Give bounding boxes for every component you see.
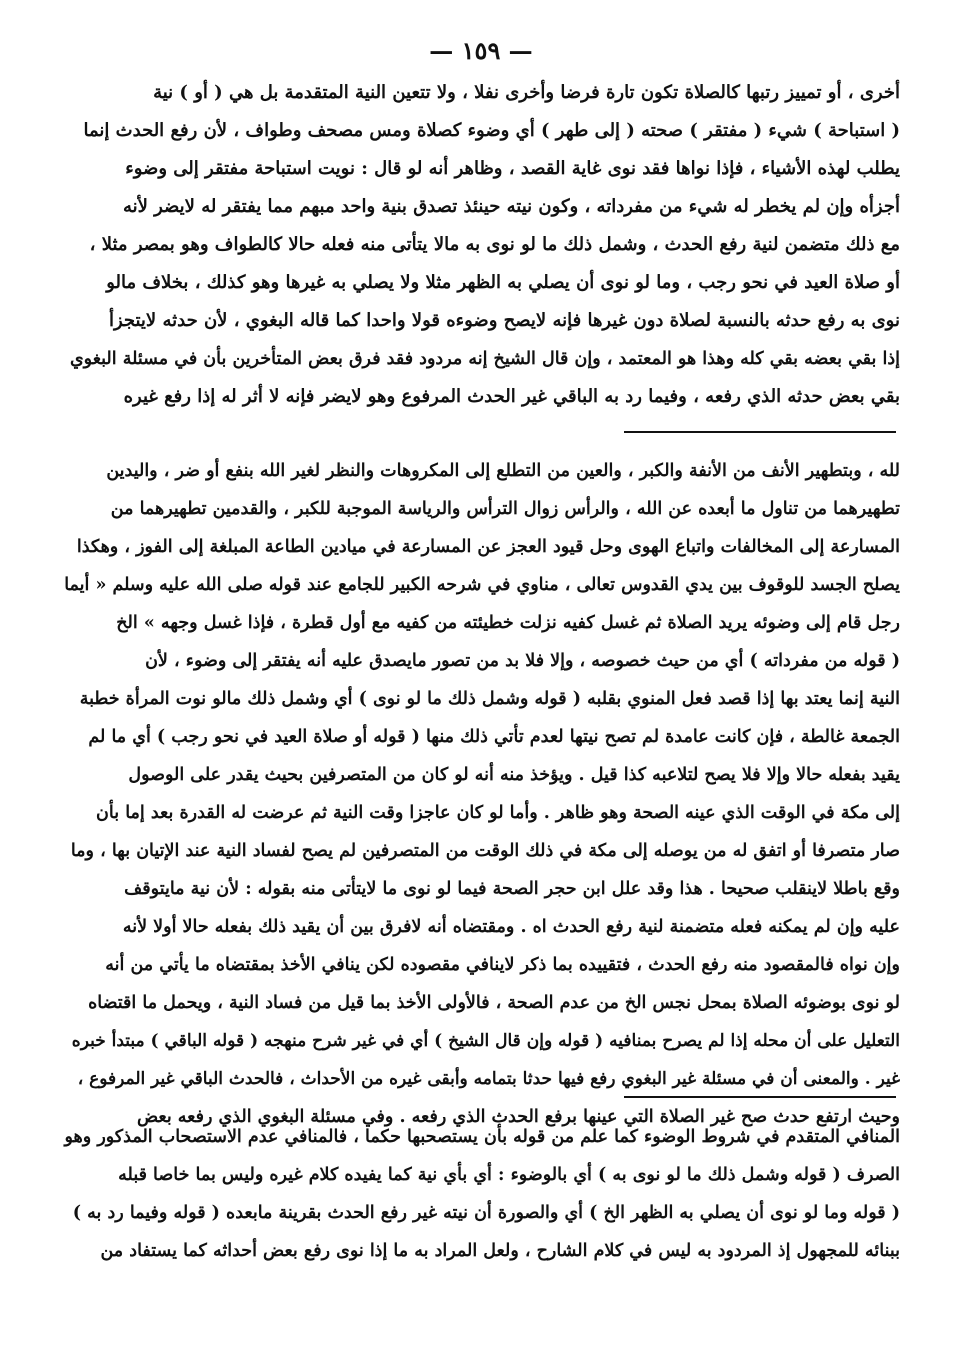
commentary-line: غير . والمعنى أن في مسئلة غير البغوي رفع فيها حدثا بتمامه وأبقى غيره من الأحداث ، فالحدث الباقي غير المرفوع ، [77, 1069, 900, 1089]
commentary-line: لو نوى بوضوئه الصلاة بمحل نجس الخ من عدم الصحة ، فالأولى الأخذ بما قيل من فساد النية ، ويحمل ما اقتضاه [88, 993, 900, 1013]
commentary-line: وقع باطلا لاينقلب صحيحا . هذا وقد علل ابن حجر الصحة فيما لو نوى ما لايتأتى منه بقوله : لأن نية مايتوقف [124, 879, 900, 899]
main-text-block [62, 74, 900, 416]
commentary-line: إلى مكة في الوقت الذي عينه الصحة وهو ظاهر . وأما لو كان عاجزا وقت النية ثم عرضت له القدرة بعد إما بأن [96, 803, 900, 823]
commentary-line: المنافي المتقدم في شروط الوضوء كما علم من قوله بأن يستصحبها حكما ، فالمنافي عدم الاستصحاب المذكور وهو [64, 1127, 900, 1147]
commentary-line: عليه وإن لم يمكنه فعله متضمنة لنية رفع الحدث اه . ومقتضاه أنه لافرق بين أن يقيد ذلك بفعله حالا أولا لأنه [122, 917, 900, 937]
commentary-line: صار متصرفا أو اتفق له من يوصله إلى مكة في ذلك الوقت من المتصرفين لم يصح لفساد النية عند الإتيان بها ، وما [70, 841, 900, 861]
footnote-divider [624, 1096, 896, 1098]
commentary-line: وإن نواه فالمقصود منه رفع الحدث ، فتقييده بما ذكر لاينافي مقصوده لكن ينافي الأخذ بمقتضاه ما يأتي من أنه [105, 955, 900, 975]
commentary-line: النية إنما يعتد بها إذا قصد فعل المنوي بقلبه ( قوله وشمل ذلك ما لو نوى ) أي وشمل ذلك مالو نوت المرأة خطبة [79, 689, 900, 709]
page-number: — ١٥٩ — [429, 36, 533, 65]
commentary-line: ( قوله من مفرداته ) أي من حيث خصوصه ، وإلا فلا بد من تصور مايصدق عليه أنه يفتقر إلى وضوء ، لأن [145, 651, 900, 671]
main-text-line: ( استباحة ) شيء ( مفتقر ) صحته ( إلى طهر ) أي وضوء كصلاة ومس مصحف وطواف ، لأن رفع الحدث إنما [83, 120, 900, 141]
commentary-line: يقيد بفعله حالا وإلا فلا يصح لتلاعبه كذا قيل . ويؤخذ منه أنه لو كان من المتصرفين بحيث يقدر على الوصول [128, 765, 900, 785]
main-text-line: أو صلاة العيد في نحو رجب ، وما لو نوى أن يصلي به الظهر مثلا ولا يصلي به غيرها وهو كذلك ، بخلاف مالو [106, 272, 900, 293]
commentary-line: المسارعة إلى المخالفات واتباع الهوى وحل قيود العجز عن المسارعة في ميادين الطاعة المبلغة إلى الفوز ، وهكذا [76, 537, 900, 557]
main-text-line: مع ذلك متضمن لنية رفع الحدث ، وشمل ذلك ما لو نوى به مالا يتأتى منه فعله حالا كالطواف وهو بمصر مثلا ، [89, 234, 900, 255]
commentary-line: ( قوله وما لو نوى أن يصلي به الظهر الخ ) أي والصورة أن نيته غير رفع الحدث بقرينة مابعده ( قوله وفيما رد به ) [72, 1203, 900, 1223]
main-text-line: يطلب لهذه الأشياء ، فإذا نواها فقد نوى غاية القصد ، وظاهر أنه لو قال : نويت استباحة مفتقر إلى وضوء [125, 158, 900, 179]
commentary-line: يصلح الجسد للوقوف بين يدي القدوس تعالى ، مناوي في شرحه الكبير للجامع عند قوله صلى الله عليه وسلم « أيما [64, 575, 900, 595]
commentary-line: رجل قام إلى وضوئه يريد الصلاة ثم غسل كفيه نزلت خطيئته من كفيه مع أول قطرة ، فإذا غسل وجهه » الخ [116, 613, 900, 633]
commentary-line: تطهيرهما من تناول ما أبعده عن الله ، والرأس زوال الترأس والرياسة الموجبة للكبر ، والقدمين تطهيرهما من [110, 499, 900, 519]
main-text-line: أجزأه وإن لم يخطر له شيء من مفرداته ، وكون نيته حينئذ تصدق بنية واحد مبهم مما يفتقر له لايضر لأنه [122, 196, 900, 217]
footnote-divider [624, 431, 896, 433]
main-text-line: إذا بقي بعضه بقي كله وهذا هو المعتمد ، وإن قال الشيخ إنه مردود فقد فرق بعض المتأخرين بأن في مسئلة البغوي [69, 349, 900, 369]
main-text-line: بقي بعض حدثه الذي رفعه ، وفيما رد به الباقي غير الحدث المرفوع وهو لايضر فإنه لا أثر له إذا رفع غيره [123, 386, 900, 407]
commentary-block-1 [62, 452, 900, 1136]
commentary-line: وحيث ارتفع حدث صح غير الصلاة التي عينها برفع الحدث الذي رفعه . وفي مسئلة البغوي الذي رفعه بعض [136, 1107, 900, 1127]
commentary-line: الصرف ( قوله وشمل ذلك ما لو نوى به ) أي بالوضوء : أي بأي نية كما يفيده كلام غيره وليس بما خاصا قبله [118, 1165, 900, 1185]
main-text-line: أخرى ، أو تمييز رتبها كالصلاة تكون تارة فرضا وأخرى نفلا ، ولا تتعين النية المتقدمة بل هي ( أو ) نية [153, 82, 900, 103]
commentary-line: التعليل على أن محله إذا لم يصرح بمنافيه ( قوله وإن قال الشيخ ) أي في غير شرح منهجه ( قوله الباقي ) مبتدأ خبره [71, 1031, 900, 1051]
commentary-line: لله ، وبتطهير الأنف من الأنفة والكبر ، والعين من التطلع إلى المكروهات والنظر لغير الله بنفع أو ضر ، واليدين [106, 461, 900, 481]
main-text-line: نوى به رفع حدثه بالنسبة لصلاة دون غيرها فإنه لايصح وضوءه قولا واحدا كما قاله البغوي ، لأن حدثه لايتجزأ [108, 310, 900, 331]
commentary-line: ببنائه للمجهول إذ المردود به ليس في كلام الشارح ، ولعل المراد به ما إذا نوى رفع بعض أحداثه كما يستفاد من [100, 1241, 900, 1261]
commentary-block-2 [62, 1118, 900, 1270]
commentary-line: الجمعة غالطة ، فإن كانت عامدة لم تصح نيتها لعدم تأتي ذلك منها ( قوله أو صلاة العيد في نحو رجب ) أي ما لم [88, 727, 900, 747]
